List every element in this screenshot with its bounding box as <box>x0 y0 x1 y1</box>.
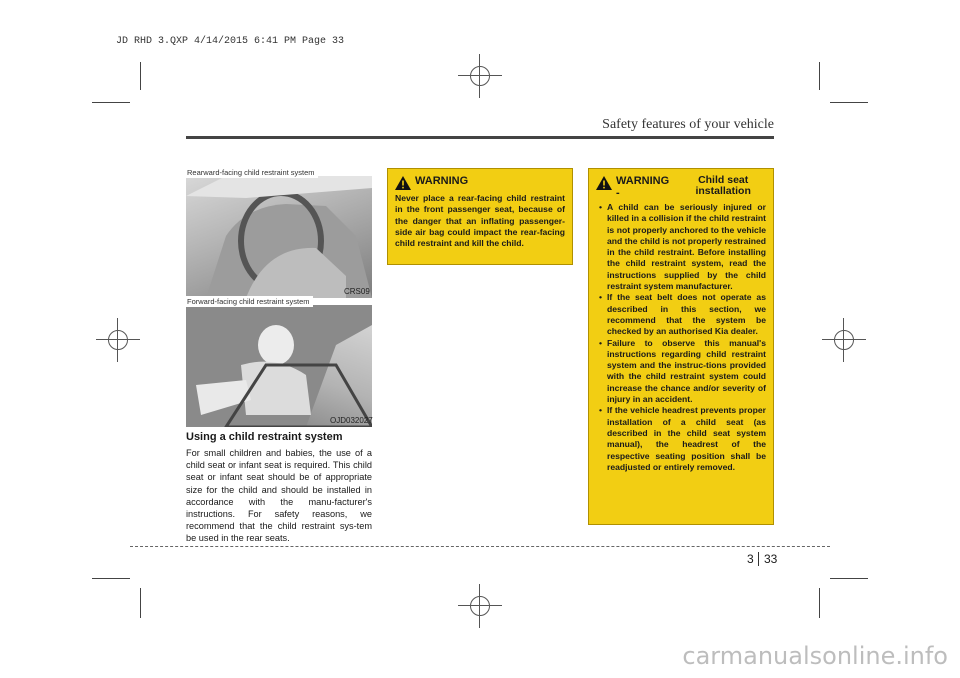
crop-mark <box>819 588 820 618</box>
crop-mark <box>140 62 141 90</box>
page-number-divider <box>758 552 759 566</box>
warning-text: Never place a rear-facing child restraint in the front passenger seat, because of the danger that an inflating passenger-side air bag could impact the rear-facing child restraint and kill the child. <box>395 193 565 249</box>
registration-mark-icon <box>822 318 866 362</box>
figure-code: CRS09 <box>344 287 370 296</box>
crop-mark <box>830 578 868 579</box>
rear-seat-illustration <box>186 176 372 298</box>
registration-mark-icon <box>96 318 140 362</box>
footer-rule <box>130 546 830 547</box>
figure-label: Forward-facing child restraint system <box>184 296 313 307</box>
page-number: 33 <box>764 552 778 566</box>
warning-box-child-seat-installation <box>588 168 774 525</box>
forward-seat-illustration <box>186 305 372 427</box>
warning-item: • If the seat belt does not operate as described in this section, we recommend that the system be checked by an authorised Kia dealer. <box>596 292 766 337</box>
registration-mark-icon <box>458 54 502 98</box>
section-title: Safety features of your vehicle <box>602 117 774 132</box>
watermark: carmanualsonline.info <box>682 642 948 670</box>
warning-subtitle: Child seat installation <box>695 174 751 197</box>
chapter-number: 3 <box>747 552 754 566</box>
warning-item: • Failure to observe this manual's instructions regarding child restraint system and the instruc-tions provided with the child restraint system could increase the chance and/or severity of injury in an accident. <box>596 338 766 406</box>
header-rule <box>186 136 774 139</box>
body-paragraph: For small children and babies, the use of a child seat or infant seat is required. This child seat or infant seat should be of appropriate size for the child and should be installed in accordance with the manu-facturer's instructions. For safety reasons, we recommend that the child restraint sys-tem be used in the rear seats. <box>186 448 372 544</box>
crop-mark <box>92 102 130 103</box>
warning-box-front-seat <box>387 168 573 265</box>
rearward-facing-seat-photo <box>186 176 372 298</box>
crop-mark <box>830 102 868 103</box>
section-heading: Using a child restraint system <box>186 431 343 443</box>
crop-mark <box>140 588 141 618</box>
crop-mark <box>819 62 820 90</box>
warning-title: WARNING <box>415 175 469 187</box>
figure-label: Rearward-facing child restraint system <box>184 167 318 178</box>
forward-facing-seat-photo <box>186 305 372 427</box>
crop-mark <box>92 578 130 579</box>
warning-triangle-icon <box>395 176 411 190</box>
warning-list <box>596 202 766 473</box>
warning-item: • A child can be seriously injured or killed in a collision if the child restraint is not properly anchored to the vehicle and the child is not properly restrained in the child restraint. Before installing the child restraint system, read the instructions supplied by the child restraint system manufacturer. <box>596 202 766 292</box>
print-slug: JD RHD 3.QXP 4/14/2015 6:41 PM Page 33 <box>116 36 345 47</box>
warning-title: WARNING - <box>616 175 670 199</box>
figure-code: OJD032027 <box>330 416 373 425</box>
warning-triangle-icon <box>596 176 612 190</box>
warning-item: • If the vehicle headrest prevents proper installation of a child seat (as described in the child seat system manual), the headrest of the respective seating position shall be readjusted or entirely removed. <box>596 405 766 473</box>
registration-mark-icon <box>458 584 502 628</box>
